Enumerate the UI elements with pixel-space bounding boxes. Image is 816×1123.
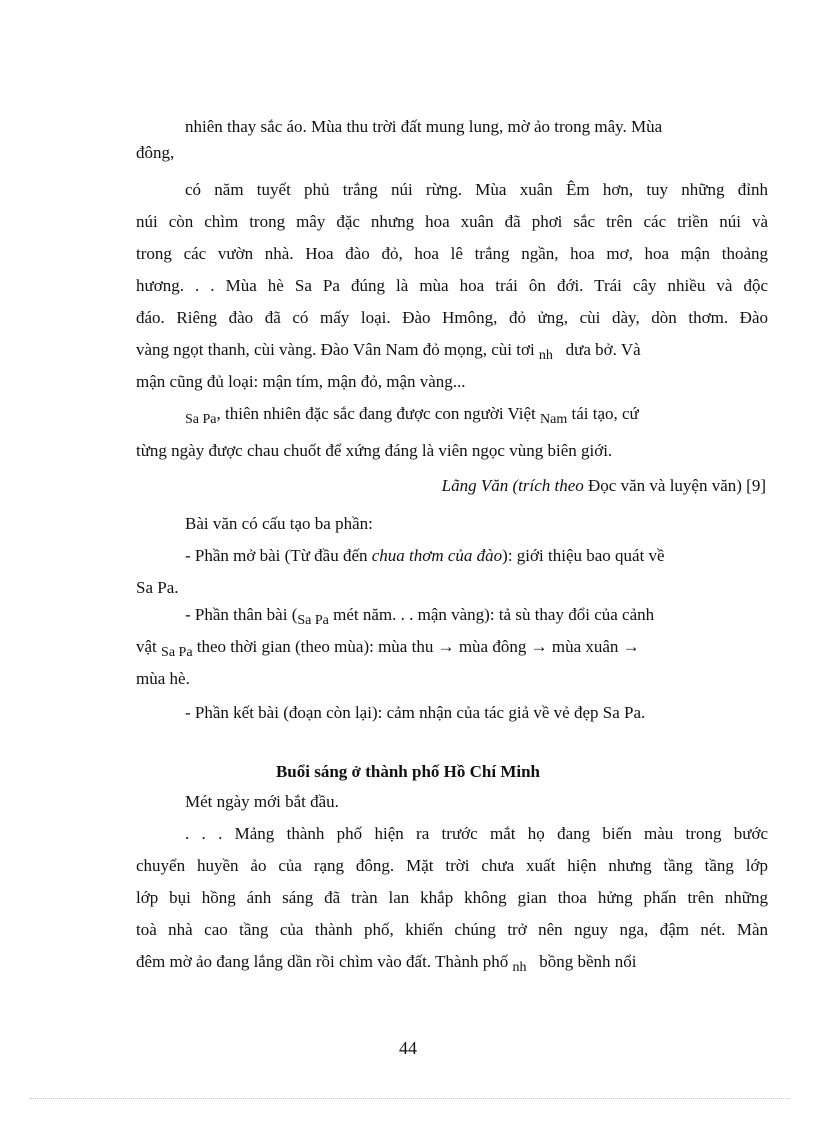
text-line: núi còn chìm trong mây đặc nhưng hoa xuân đã phơi sắc trên các triền núi và [136,212,768,231]
text-line: Mét ngày mới bắt đầu. [185,792,339,811]
footer-divider [30,1098,790,1099]
text-line: . . . Mảng thành phố hiện ra trước mắt họ đang biến màu trong bước [185,824,768,843]
text-line: Bài văn có cấu tạo ba phần: [185,514,373,533]
text-line: nhiên thay sắc áo. Mùa thu trời đất mung lung, mờ ảo trong mây. Mùa [185,117,663,136]
text-line: trong các vườn nhà. Hoa đào đỏ, hoa lê trắng ngần, hoa mơ, hoa mận thoảng [136,244,768,263]
section-heading: Buổi sáng ở thành phố Hồ Chí Minh [275,762,541,781]
text-line: mùa hè. [136,669,190,688]
text-run: đêm mờ ảo đang lắng dần rồi chìm vào đất. Thành phố [136,952,509,971]
italic-run: chua thơm của đào [371,546,503,565]
attribution-italic: trích theo [518,476,584,495]
text-line: Sa Pa. [136,578,179,597]
text-line [136,952,768,974]
text-line: toà nhà cao tầng của thành phố, khiến chúng trở nên nguy nga, đậm nét. Màn [136,920,768,939]
subscript-run: Sa Pa [297,613,329,628]
text-run: , thiên nhiên đặc sắc đang được con người Việt [216,404,536,423]
text-run: vật [136,637,157,656]
text-line: lớp bụi hồng ánh sáng đã tràn lan khắp không gian thoa hửng phấn trên những [136,888,768,907]
text-line: - Phần kết bài (đoạn còn lại): cảm nhận của tác giả về vẻ đẹp Sa Pa. [185,703,646,722]
text-line [185,404,768,426]
text-line [185,605,768,627]
text-run: - Phần thân bài ( [185,605,298,624]
text-run: vàng ngọt thanh, cùi vàng. Đào Vân Nam đỏ mọng, cùi tơi [136,340,535,359]
subscript-run: Sa Pa [161,645,193,660]
subscript-run: nh [538,348,553,363]
subscript-run: Sa Pa [185,412,217,427]
text-run: mét năm. . . mận vàng): tả sù thay đổi của cảnh [333,605,655,624]
text-run: bồng bềnh nổi [539,952,637,971]
text-run: ): giới thiệu bao quát về [502,546,665,565]
page-number: 44 [399,1038,417,1058]
text-line: hương. . . Mùa hè Sa Pa đúng là mùa hoa trái ôn đới. Trái cây nhiều và độc [136,276,768,295]
text-line [136,637,768,659]
text-line: đáo. Riêng đào đã có mấy loại. Đào Hmông, đỏ ửng, cùi dày, dòn thơm. Đào [136,308,768,327]
attribution-source: Đọc văn và luyện văn) [9] [588,476,766,495]
attribution-author: Lãng Văn ( [441,476,519,495]
text-line: từng ngày được chau chuốt để xứng đáng là viên ngọc vùng biên giới. [136,441,613,460]
attribution [442,476,766,496]
subscript-run: Nam [540,412,568,427]
text-run: dưa bở. Và [565,340,641,359]
text-line: có năm tuyết phủ trắng núi rừng. Mùa xuân Êm hơn, tuy những đỉnh [185,180,768,199]
text-line: đông, [136,143,175,162]
text-run: - Phần mở bài (Từ đầu đến [185,546,368,565]
text-line [136,340,768,362]
subscript-run: nh [512,960,527,975]
text-run: tái tạo, cứ [571,404,639,423]
text-line: mận cũng đủ loại: mận tím, mận đỏ, mận vàng... [136,372,466,391]
text-run: theo thời gian (theo mùa): mùa thu → mùa đông → mùa xuân → [196,637,640,656]
text-line [185,546,768,566]
text-line: chuyển huyền ảo của rạng đông. Mặt trời chưa xuất hiện nhưng tầng tầng lớp [136,856,768,875]
